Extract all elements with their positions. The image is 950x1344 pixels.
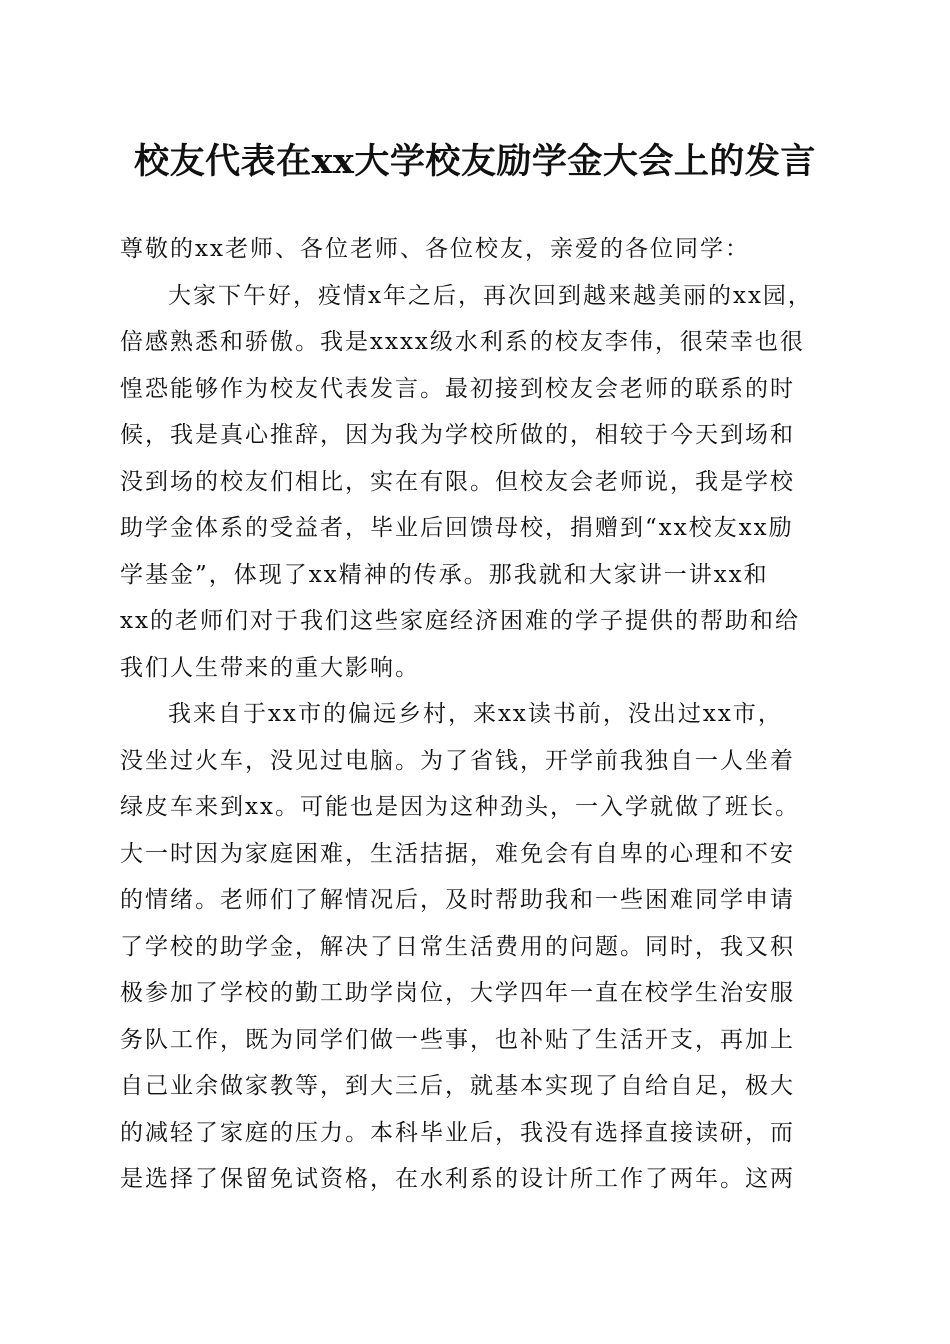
- document-body: [120, 226, 830, 1203]
- text-line: 没坐过火车，没见过电脑。为了省钱，开学前我独自一人坐着: [120, 747, 795, 774]
- text-line: 没到场的校友们相比，实在有限。但校友会老师说，我是学校: [120, 468, 795, 495]
- text-line: 我们人生带来的重大影响。: [120, 654, 420, 681]
- text-line: 务队工作，既为同学们做一些事，也补贴了生活开支，再加上: [120, 1026, 795, 1053]
- text-line: 的情绪。老师们了解情况后，及时帮助我和一些困难同学申请: [120, 887, 795, 913]
- text-line: 自己业余做家教等，到大三后，就基本实现了自给自足，极大: [120, 1073, 795, 1099]
- text-line: 是选择了保留免试资格，在水利系的设计所工作了两年。这两: [120, 1166, 795, 1192]
- text-line: 我来自于xx市的偏远乡村，来xx读书前，没出过xx市，: [168, 701, 783, 727]
- salutation: 尊敬的xx老师、各位老师、各位校友，亲爱的各位同学：: [120, 236, 750, 262]
- page-title: 校友代表在xx大学校友励学金大会上的发言: [134, 141, 816, 182]
- text-line: 大一时因为家庭困难，生活拮据，难免会有自卑的心理和不安: [120, 840, 795, 867]
- text-line: 大家下午好，疫情x年之后，再次回到越来越美丽的xx园，: [168, 282, 813, 309]
- text-line: 了学校的助学金，解决了日常生活费用的问题。同时，我又积: [120, 933, 795, 960]
- text-line: 的减轻了家庭的压力。本科毕业后，我没有选择直接读研，而: [120, 1119, 795, 1146]
- paragraph-1: [120, 273, 830, 692]
- text-line: xx的老师们对于我们这些家庭经济困难的学子提供的帮助和给: [120, 608, 800, 634]
- text-line: 助学金体系的受益者，毕业后回馈母校，捐赠到“xx校友xx励: [120, 515, 794, 541]
- text-line: 倍感熟悉和骄傲。我是xxxx级水利系的校友李伟，很荣幸也很: [120, 329, 805, 355]
- text-line: 惶恐能够作为校友代表发言。最初接到校友会老师的联系的时: [120, 375, 795, 402]
- paragraph-2: [120, 691, 830, 1203]
- text-line: 绿皮车来到xx。可能也是因为这种劲头，一入学就做了班长。: [120, 794, 800, 820]
- text-line: 极参加了学校的勤工助学岗位，大学四年一直在校学生治安服: [120, 980, 795, 1006]
- text-line: 候，我是真心推辞，因为我为学校所做的，相较于今天到场和: [120, 422, 795, 448]
- text-line: 学基金”，体现了xx精神的传承。那我就和大家讲一讲xx和: [120, 561, 769, 588]
